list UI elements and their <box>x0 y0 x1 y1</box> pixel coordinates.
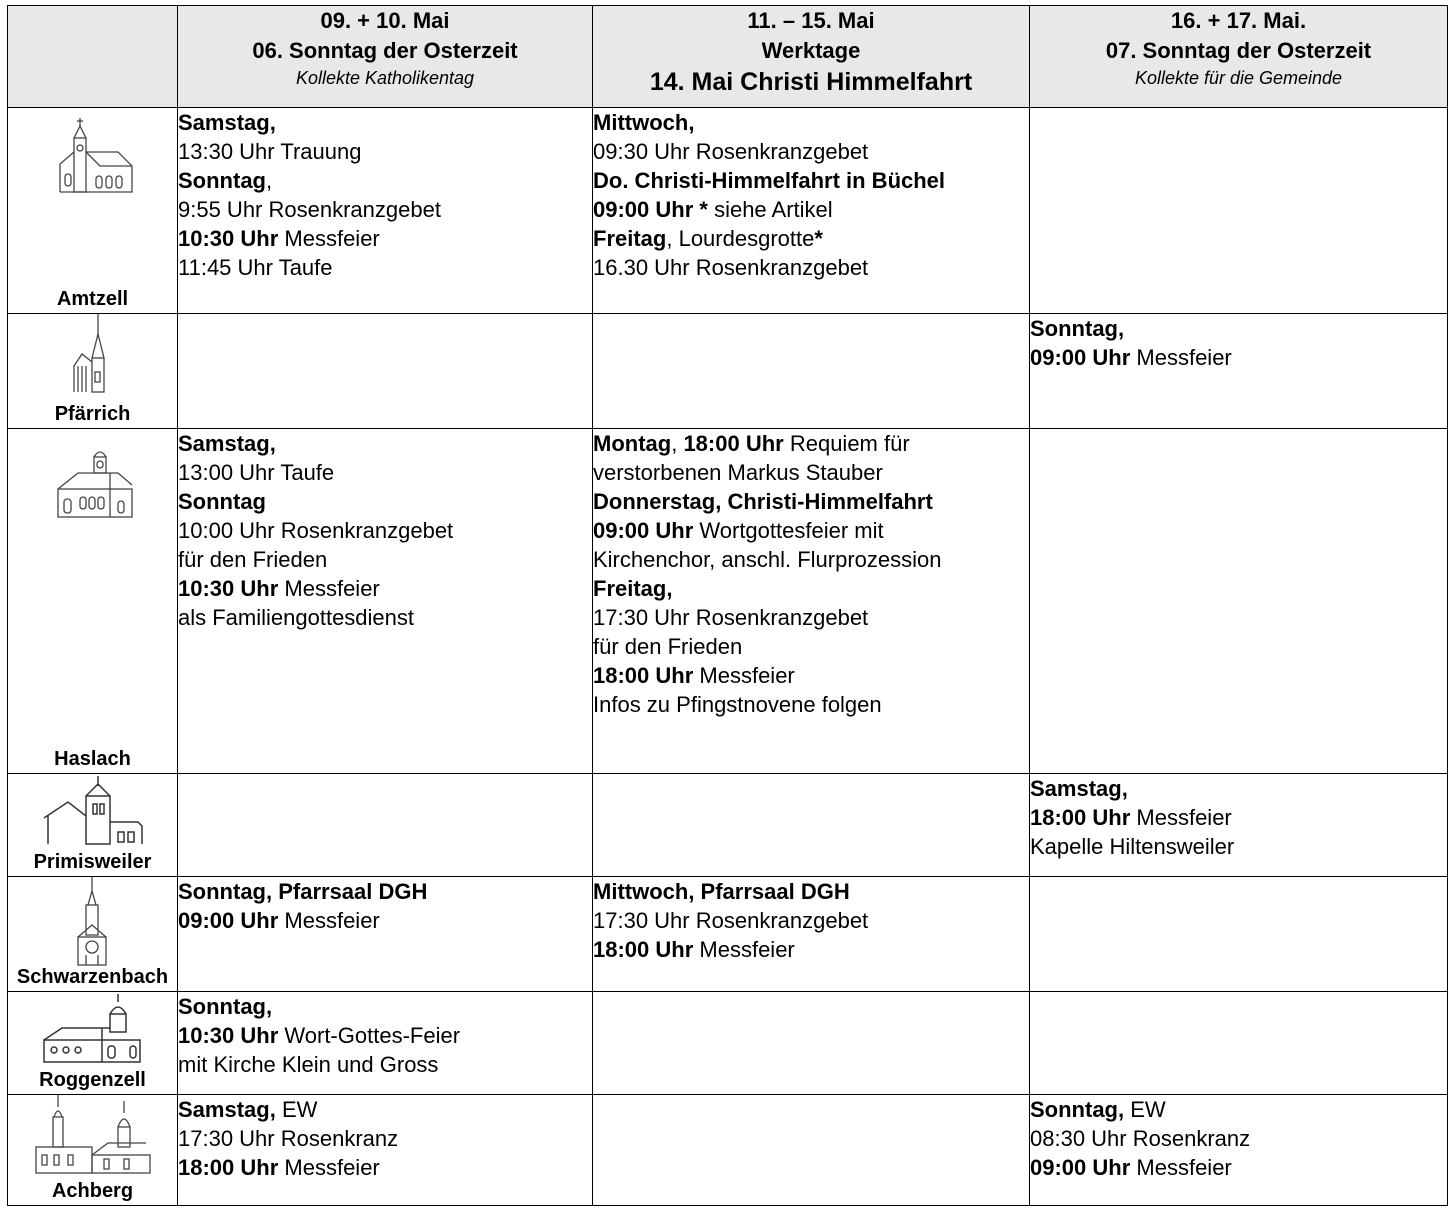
schedule-line <box>178 108 592 137</box>
schedule-text: Wortgottesfeier mit <box>693 518 884 543</box>
schedule-row <box>8 314 1448 429</box>
schedule-text-bold: Mittwoch, <box>593 110 695 135</box>
schedule-line <box>1030 774 1447 803</box>
schedule-cell <box>1030 774 1448 877</box>
schedule-text: Kapelle Hiltensweiler <box>1030 834 1235 859</box>
schedule-text: 13:30 Uhr Trauung <box>178 139 362 164</box>
header-row <box>8 6 1448 108</box>
schedule-text-bold: Sonntag, <box>1030 1097 1125 1122</box>
schedule-line <box>178 545 592 574</box>
church-icon <box>8 314 177 399</box>
place-cell <box>8 1095 178 1206</box>
place-cell <box>8 314 178 429</box>
schedule-text: 08:30 Uhr Rosenkranz <box>1030 1126 1251 1151</box>
schedule-line <box>593 690 1029 719</box>
schedule-cell <box>1030 314 1448 429</box>
schedule-line <box>593 458 1029 487</box>
schedule-text: EW <box>275 1097 318 1122</box>
place-name: Roggenzell <box>39 1069 146 1091</box>
schedule-text-bold: 10:30 Uhr <box>178 1023 279 1048</box>
schedule-text-bold: 09:00 Uhr <box>1030 1155 1131 1180</box>
schedule-text-bold: * <box>814 226 823 251</box>
schedule-line <box>593 429 1029 458</box>
schedule-text: 16.30 Uhr Rosenkranzgebet <box>593 255 869 280</box>
schedule-text-bold: Samstag, <box>178 431 276 456</box>
schedule-text-bold: 10:30 Uhr <box>178 576 279 601</box>
place-name: Schwarzenbach <box>16 966 169 988</box>
schedule-text-bold: 18:00 Uhr <box>1030 805 1131 830</box>
schedule-text: 9:55 Uhr Rosenkranzgebet <box>178 197 441 222</box>
schedule-text: Wort-Gottes-Feier <box>278 1023 461 1048</box>
schedule-line <box>593 487 1029 516</box>
schedule-cell <box>593 992 1030 1095</box>
schedule-line <box>1030 314 1447 343</box>
church-icon <box>8 1095 177 1180</box>
schedule-text: 17:30 Uhr Rosenkranzgebet <box>593 605 869 630</box>
schedule-text: mit Kirche Klein und Gross <box>178 1052 439 1077</box>
schedule-text: EW <box>1124 1097 1166 1122</box>
header-corner-cell <box>8 6 178 108</box>
schedule-text: 09:30 Uhr Rosenkranzgebet <box>593 139 869 164</box>
schedule-line <box>178 516 592 545</box>
schedule-text-bold: Samstag, <box>178 110 276 135</box>
schedule-text: Messfeier <box>278 908 380 933</box>
schedule-text-bold: Sonntag, <box>1030 316 1125 341</box>
column-header-note: Kollekte Katholikentag <box>295 68 475 88</box>
church-icon <box>8 439 177 524</box>
schedule-line <box>593 137 1029 166</box>
schedule-text-bold: 18:00 Uhr <box>178 1155 279 1180</box>
place-cell <box>8 992 178 1095</box>
schedule-text: Messfeier <box>1130 1155 1232 1180</box>
schedule-row <box>8 1095 1448 1206</box>
place-name: Achberg <box>51 1180 134 1202</box>
schedule-table <box>7 5 1448 1206</box>
schedule-row <box>8 774 1448 877</box>
schedule-line <box>1030 1095 1447 1124</box>
schedule-text: 10:00 Uhr Rosenkranzgebet <box>178 518 454 543</box>
column-header-3 <box>1030 6 1448 108</box>
column-header-note: Kollekte für die Gemeinde <box>1134 68 1343 88</box>
schedule-cell <box>593 877 1030 992</box>
schedule-cell <box>1030 992 1448 1095</box>
schedule-text-bold: 18:00 Uhr <box>593 937 694 962</box>
schedule-text: verstorbenen Markus Stauber <box>593 460 883 485</box>
schedule-text: , <box>266 168 273 193</box>
church-icon <box>8 994 177 1069</box>
schedule-body <box>8 108 1448 1206</box>
schedule-cell <box>1030 877 1448 992</box>
schedule-text: Kirchenchor, anschl. Flurprozession <box>593 547 942 572</box>
schedule-row <box>8 429 1448 774</box>
schedule-text: Messfeier <box>1130 345 1232 370</box>
schedule-text-bold: Sonntag <box>178 489 266 514</box>
schedule-row <box>8 992 1448 1095</box>
schedule-text: Messfeier <box>1130 805 1232 830</box>
schedule-text-bold: 09:00 Uhr <box>1030 345 1131 370</box>
schedule-text-bold: 10:30 Uhr <box>178 226 279 251</box>
schedule-row <box>8 108 1448 314</box>
place-name: Pfärrich <box>54 403 131 425</box>
schedule-text-bold: Mittwoch, Pfarrsaal DGH <box>593 879 850 904</box>
schedule-text: 17:30 Uhr Rosenkranz <box>178 1126 399 1151</box>
schedule-line <box>178 429 592 458</box>
schedule-text-bold: Samstag, <box>178 1097 276 1122</box>
schedule-cell <box>178 774 593 877</box>
schedule-text-bold: Sonntag, Pfarrsaal DGH <box>178 879 428 904</box>
column-header-line: 07. Sonntag der Osterzeit <box>1105 38 1372 63</box>
schedule-text: Messfeier <box>278 576 380 601</box>
schedule-line <box>593 574 1029 603</box>
schedule-line <box>178 195 592 224</box>
schedule-cell <box>1030 1095 1448 1206</box>
schedule-text: , Lourdesgrotte <box>666 226 815 251</box>
column-header-highlight: 14. Mai Christi Himmelfahrt <box>649 68 973 96</box>
schedule-line <box>178 992 592 1021</box>
schedule-line <box>178 1095 592 1124</box>
schedule-line <box>593 108 1029 137</box>
schedule-line <box>593 877 1029 906</box>
schedule-line <box>178 603 592 632</box>
schedule-text-bold: 18:00 Uhr <box>593 663 694 688</box>
schedule-text: 17:30 Uhr Rosenkranzgebet <box>593 908 869 933</box>
schedule-line <box>178 137 592 166</box>
schedule-cell <box>593 1095 1030 1206</box>
schedule-text-bold: 09:00 Uhr * <box>593 197 708 222</box>
schedule-text: 11:45 Uhr Taufe <box>178 255 333 280</box>
schedule-line <box>593 545 1029 574</box>
schedule-row <box>8 877 1448 992</box>
schedule-text: Infos zu Pfingstnovene folgen <box>593 692 882 717</box>
schedule-line <box>178 877 592 906</box>
schedule-line <box>593 906 1029 935</box>
schedule-line <box>178 458 592 487</box>
place-name: Haslach <box>54 748 131 770</box>
church-icon <box>8 776 177 851</box>
schedule-text-bold: 18:00 Uhr <box>683 431 784 456</box>
schedule-text-bold: Freitag <box>593 226 667 251</box>
schedule-line <box>593 935 1029 964</box>
column-header-1 <box>178 6 593 108</box>
schedule-line <box>178 487 592 516</box>
schedule-line <box>593 516 1029 545</box>
schedule-text: 13:00 Uhr Taufe <box>178 460 335 485</box>
schedule-text: für den Frieden <box>593 634 743 659</box>
schedule-cell <box>178 108 593 314</box>
schedule-line <box>178 1021 592 1050</box>
schedule-text: Requiem für <box>783 431 910 456</box>
schedule-text-bold: Do. Christi-Himmelfahrt in Büchel <box>593 168 946 193</box>
schedule-line <box>178 166 592 195</box>
schedule-line <box>593 166 1029 195</box>
column-header-line: 11. – 15. Mai <box>747 8 875 33</box>
place-cell <box>8 877 178 992</box>
schedule-text-bold: Sonntag, <box>178 994 273 1019</box>
schedule-cell <box>1030 108 1448 314</box>
schedule-line <box>1030 1153 1447 1182</box>
schedule-line <box>178 574 592 603</box>
schedule-text-bold: Samstag, <box>1030 776 1128 801</box>
schedule-text: Messfeier <box>693 937 795 962</box>
schedule-cell <box>593 429 1030 774</box>
schedule-text: Messfeier <box>278 1155 380 1180</box>
church-icon <box>8 116 177 201</box>
place-cell <box>8 108 178 314</box>
schedule-cell <box>1030 429 1448 774</box>
column-header-line: 16. + 17. Mai. <box>1170 8 1307 33</box>
schedule-line <box>178 1050 592 1079</box>
column-header-line: Werktage <box>761 38 861 63</box>
column-header-line: 09. + 10. Mai <box>320 8 450 33</box>
schedule-line <box>593 195 1029 224</box>
schedule-text: als Familiengottesdienst <box>178 605 415 630</box>
schedule-text-bold: 09:00 Uhr <box>178 908 279 933</box>
schedule-text-bold: Donnerstag, Christi-Himmelfahrt <box>593 489 933 514</box>
schedule-text: Messfeier <box>693 663 795 688</box>
schedule-text-bold: Freitag, <box>593 576 673 601</box>
schedule-text: , <box>671 431 684 456</box>
schedule-cell <box>593 314 1030 429</box>
schedule-line <box>1030 343 1447 372</box>
column-header-2 <box>593 6 1030 108</box>
schedule-cell <box>178 1095 593 1206</box>
schedule-text: Messfeier <box>278 226 380 251</box>
schedule-line <box>593 661 1029 690</box>
schedule-line <box>593 224 1029 253</box>
schedule-line <box>1030 832 1447 861</box>
schedule-line <box>593 632 1029 661</box>
schedule-text-bold: Montag <box>593 431 672 456</box>
schedule-line <box>178 906 592 935</box>
schedule-line <box>1030 1124 1447 1153</box>
schedule-text-bold: 09:00 Uhr <box>593 518 694 543</box>
schedule-line <box>178 1153 592 1182</box>
schedule-cell <box>593 774 1030 877</box>
schedule-line <box>178 1124 592 1153</box>
church-icon <box>8 877 177 972</box>
place-name: Amtzell <box>56 288 129 310</box>
schedule-cell <box>178 992 593 1095</box>
schedule-line <box>178 253 592 282</box>
schedule-text: für den Frieden <box>178 547 328 572</box>
place-cell <box>8 429 178 774</box>
schedule-cell <box>593 108 1030 314</box>
schedule-line <box>178 224 592 253</box>
schedule-line <box>593 603 1029 632</box>
schedule-cell <box>178 314 593 429</box>
schedule-line <box>593 253 1029 282</box>
schedule-cell <box>178 429 593 774</box>
schedule-text: siehe Artikel <box>707 197 833 222</box>
schedule-cell <box>178 877 593 992</box>
schedule-line <box>1030 803 1447 832</box>
place-cell <box>8 774 178 877</box>
place-name: Primisweiler <box>33 851 152 873</box>
column-header-line: 06. Sonntag der Osterzeit <box>252 38 518 63</box>
schedule-text-bold: Sonntag <box>178 168 266 193</box>
